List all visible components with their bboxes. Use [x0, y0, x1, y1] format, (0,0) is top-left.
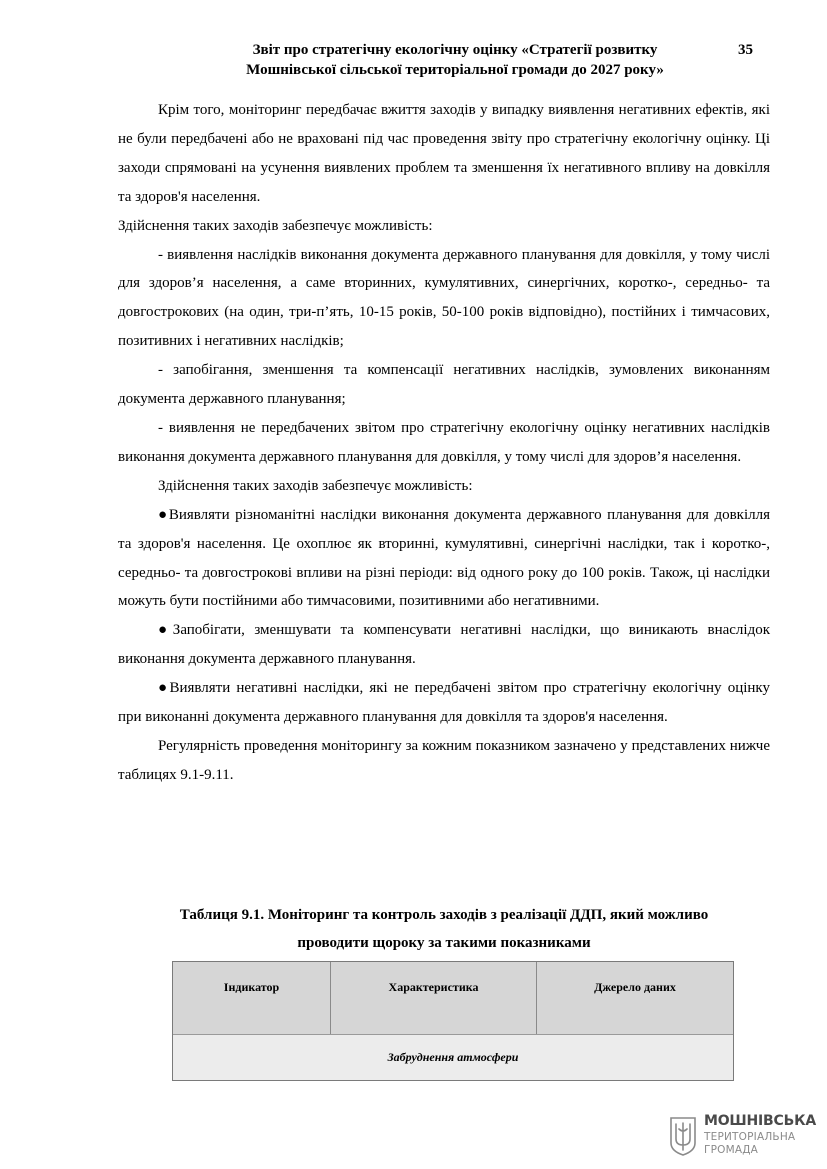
header-title-line-2: Мошнівської сільської територіальної громади до 2027 року» [246, 62, 664, 78]
page-number: 35 [738, 42, 753, 58]
bullet-item-identify-consequences: ●Виявляти різноманітні наслідки виконання документа державного планування для довкілля та здоров'я населення. Це охоплює як вторинні, кумулятивні, синергічні наслідки, так і коротко-, середньо- та довгострокові впливи на різні періоди: від одного року до 100 років. Також, ці наслідки можуть бути постійними або тимчасовими, позитивними або негативними. [118, 506, 770, 610]
table-header-characteristic: Характеристика [331, 962, 537, 1034]
logo-text-line-2: ТЕРИТОРІАЛЬНА [704, 1131, 796, 1143]
monitoring-table [172, 961, 734, 1081]
document-header-title [200, 40, 710, 80]
header-title-line-1: Звіт про стратегічну екологічну оцінку «Стратегії розвитку [252, 42, 658, 58]
table-header-indicator: Індикатор [173, 962, 331, 1034]
list-item-identify-consequences: - виявлення наслідків виконання документа державного планування для довкілля, у тому числі для здоров’я населення, а саме вторинних, кумулятивних, синергічних, коротко-, середньо- та довгострокових (на один, три-п’ять, 10-15 років, 50-100 років відповідно), постійних і тимчасових, позитивних і негативних наслідків; [118, 246, 770, 350]
community-logo [668, 1113, 818, 1161]
paragraph-monitoring-regularity: Регулярність проведення моніторингу за кожним показником зазначено у представлених нижче таблицях 9.1-9.11. [118, 737, 770, 783]
trident-icon [668, 1115, 698, 1157]
logo-text-line-3: ГРОМАДА [704, 1144, 759, 1156]
logo-text-line-1: МОШНІВСЬКА [704, 1113, 816, 1129]
table-header-row [173, 962, 733, 1034]
body-text [118, 96, 770, 790]
table-caption-line-2: проводити щороку за такими показниками [297, 935, 591, 951]
paragraph-measures-intro-1: Здійснення таких заходів забезпечує можливість: [118, 217, 433, 234]
table-header-data-source: Джерело даних [594, 980, 676, 994]
bullet-item-prevent-consequences: ●Запобігати, зменшувати та компенсувати негативні наслідки, що виникають внаслідок виконання документа державного планування. [118, 622, 770, 668]
paragraph-measures-intro-2: Здійснення таких заходів забезпечує можливість: [158, 477, 473, 494]
table-section-row: Забруднення атмосфери [173, 1034, 733, 1080]
table-caption-line-1: Таблиця 9.1. Моніторинг та контроль заходів з реалізації ДДП, який можливо [179, 907, 709, 923]
paragraph-monitoring-measures: Крім того, моніторинг передбачає вжиття заходів у випадку виявлення негативних ефектів, які не були передбачені або не враховані під час проведення звіту про стратегічну екологічну оцінку. Ці заходи спрямовані на усунення виявлених проблем та зменшення їх негативного впливу на довкілля та здоров'я населення. [118, 102, 770, 205]
list-item-prevent-consequences: - запобігання, зменшення та компенсації негативних наслідків, зумовлених виконанням документа державного планування; [118, 362, 770, 408]
list-item-unforeseen-consequences: - виявлення не передбачених звітом про стратегічну екологічну оцінку негативних наслідків виконання документа державного планування для довкілля, у тому числі для здоров’я населення. [118, 419, 770, 465]
bullet-item-unforeseen-consequences: ●Виявляти негативні наслідки, які не передбачені звітом про стратегічну екологічну оцінку при виконанні документа державного планування для довкілля та здоров'я населення. [118, 680, 770, 726]
table-caption [118, 901, 770, 957]
